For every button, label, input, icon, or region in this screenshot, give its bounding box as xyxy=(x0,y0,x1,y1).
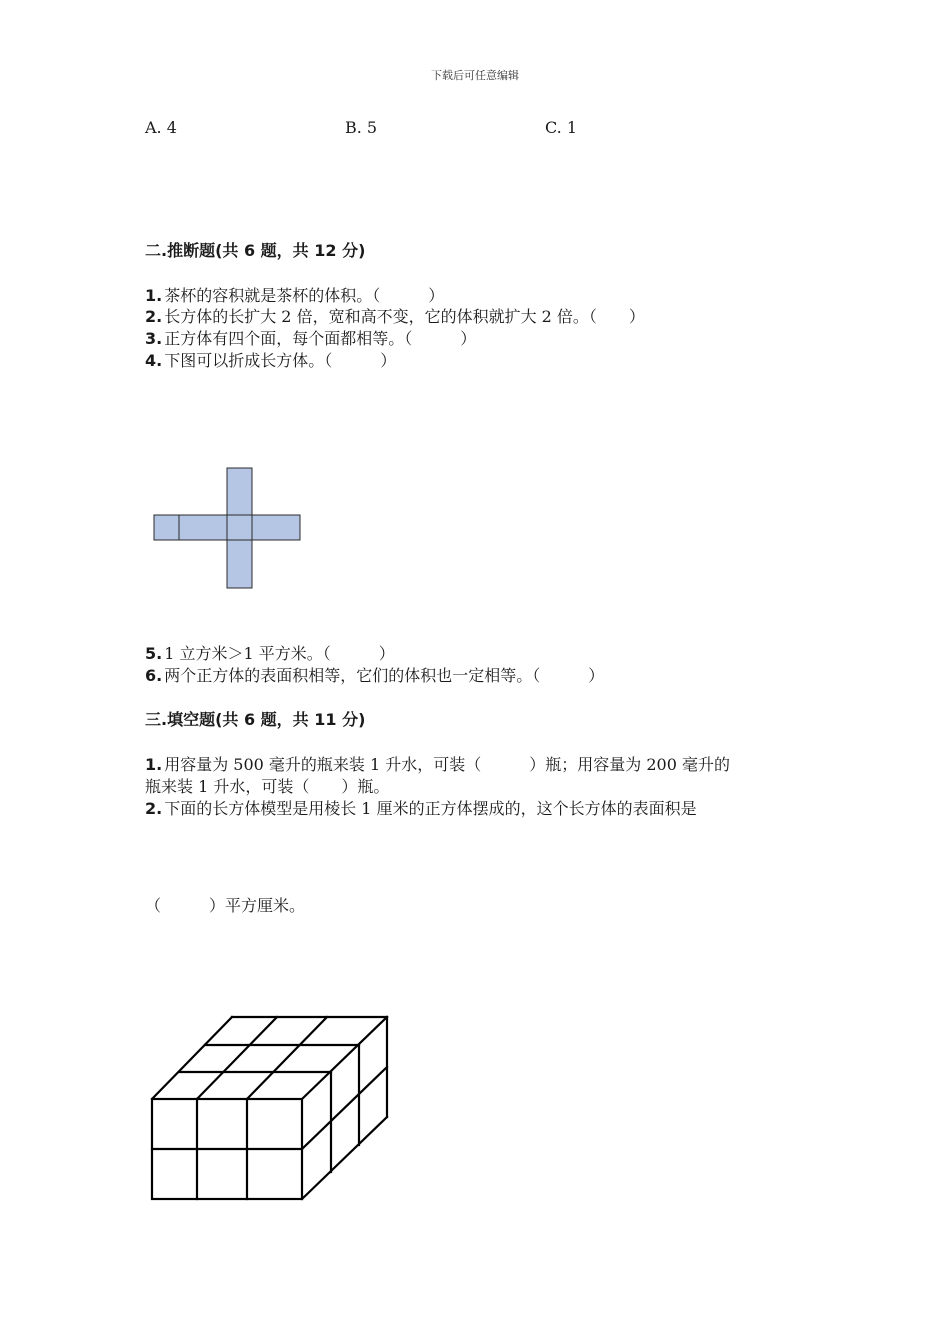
fill-item-1 xyxy=(145,752,730,775)
item-number: 1. xyxy=(145,755,163,774)
fill-item-2 xyxy=(145,796,697,819)
item-text: 下面的长方体模型是用棱长 1 厘米的正方体摆成的，这个长方体的表面积是 xyxy=(164,799,697,818)
side-face-edge xyxy=(302,1117,387,1199)
judgement-item-5 xyxy=(145,641,395,664)
section-title-judgement: 二.推断题(共 6 题，共 12 分) xyxy=(145,241,366,260)
judgement-item-6 xyxy=(145,663,604,686)
item-text: 茶杯的容积就是茶杯的体积。（ ） xyxy=(164,286,445,305)
judgement-item-4 xyxy=(145,348,396,371)
item-text: 两个正方体的表面积相等，它们的体积也一定相等。（ ） xyxy=(164,666,605,685)
item-number: 5. xyxy=(145,644,163,663)
item-number: 3. xyxy=(145,329,163,348)
net-face xyxy=(227,515,252,540)
judgement-item-1 xyxy=(145,283,444,306)
top-grid-line xyxy=(197,1017,277,1099)
page-header: 下载后可任意编辑 xyxy=(431,69,519,82)
side-grid-line xyxy=(302,1067,387,1149)
net-face xyxy=(227,540,252,588)
item-text: 正方体有四个面，每个面都相等。（ ） xyxy=(164,329,477,348)
judgement-item-2 xyxy=(145,304,645,327)
item-text: 长方体的长扩大 2 倍，宽和高不变，它的体积就扩大 2 倍。（ ） xyxy=(164,307,645,326)
item-text: 下图可以折成长方体。（ ） xyxy=(164,351,397,370)
cuboid-cube-stack-figure xyxy=(145,1010,395,1208)
net-face xyxy=(252,515,300,540)
cuboid-net-figure xyxy=(150,464,306,592)
section-title-fill-blank: 三.填空题(共 6 题，共 11 分) xyxy=(145,710,366,729)
item-text: 1 立方米＞1 平方米。（ ） xyxy=(164,644,395,663)
item-text: 用容量为 500 毫升的瓶来装 1 升水，可装（ ）瓶；用容量为 200 毫升的 xyxy=(164,755,730,774)
item-number: 4. xyxy=(145,351,163,370)
option-a: A. 4 xyxy=(145,118,177,137)
net-face xyxy=(179,515,227,540)
option-b: B. 5 xyxy=(345,118,378,137)
item-number: 2. xyxy=(145,307,163,326)
item-number: 6. xyxy=(145,666,163,685)
judgement-item-3 xyxy=(145,326,476,349)
fill-item-2-continued: （ ）平方厘米。 xyxy=(145,896,306,915)
item-number: 2. xyxy=(145,799,163,818)
option-c: C. 1 xyxy=(545,118,578,137)
top-face-edge xyxy=(152,1017,232,1099)
net-face xyxy=(227,468,252,515)
net-face xyxy=(154,515,179,540)
item-number: 1. xyxy=(145,286,163,305)
fill-item-1-continued: 瓶来装 1 升水，可装（ ）瓶。 xyxy=(145,777,390,796)
